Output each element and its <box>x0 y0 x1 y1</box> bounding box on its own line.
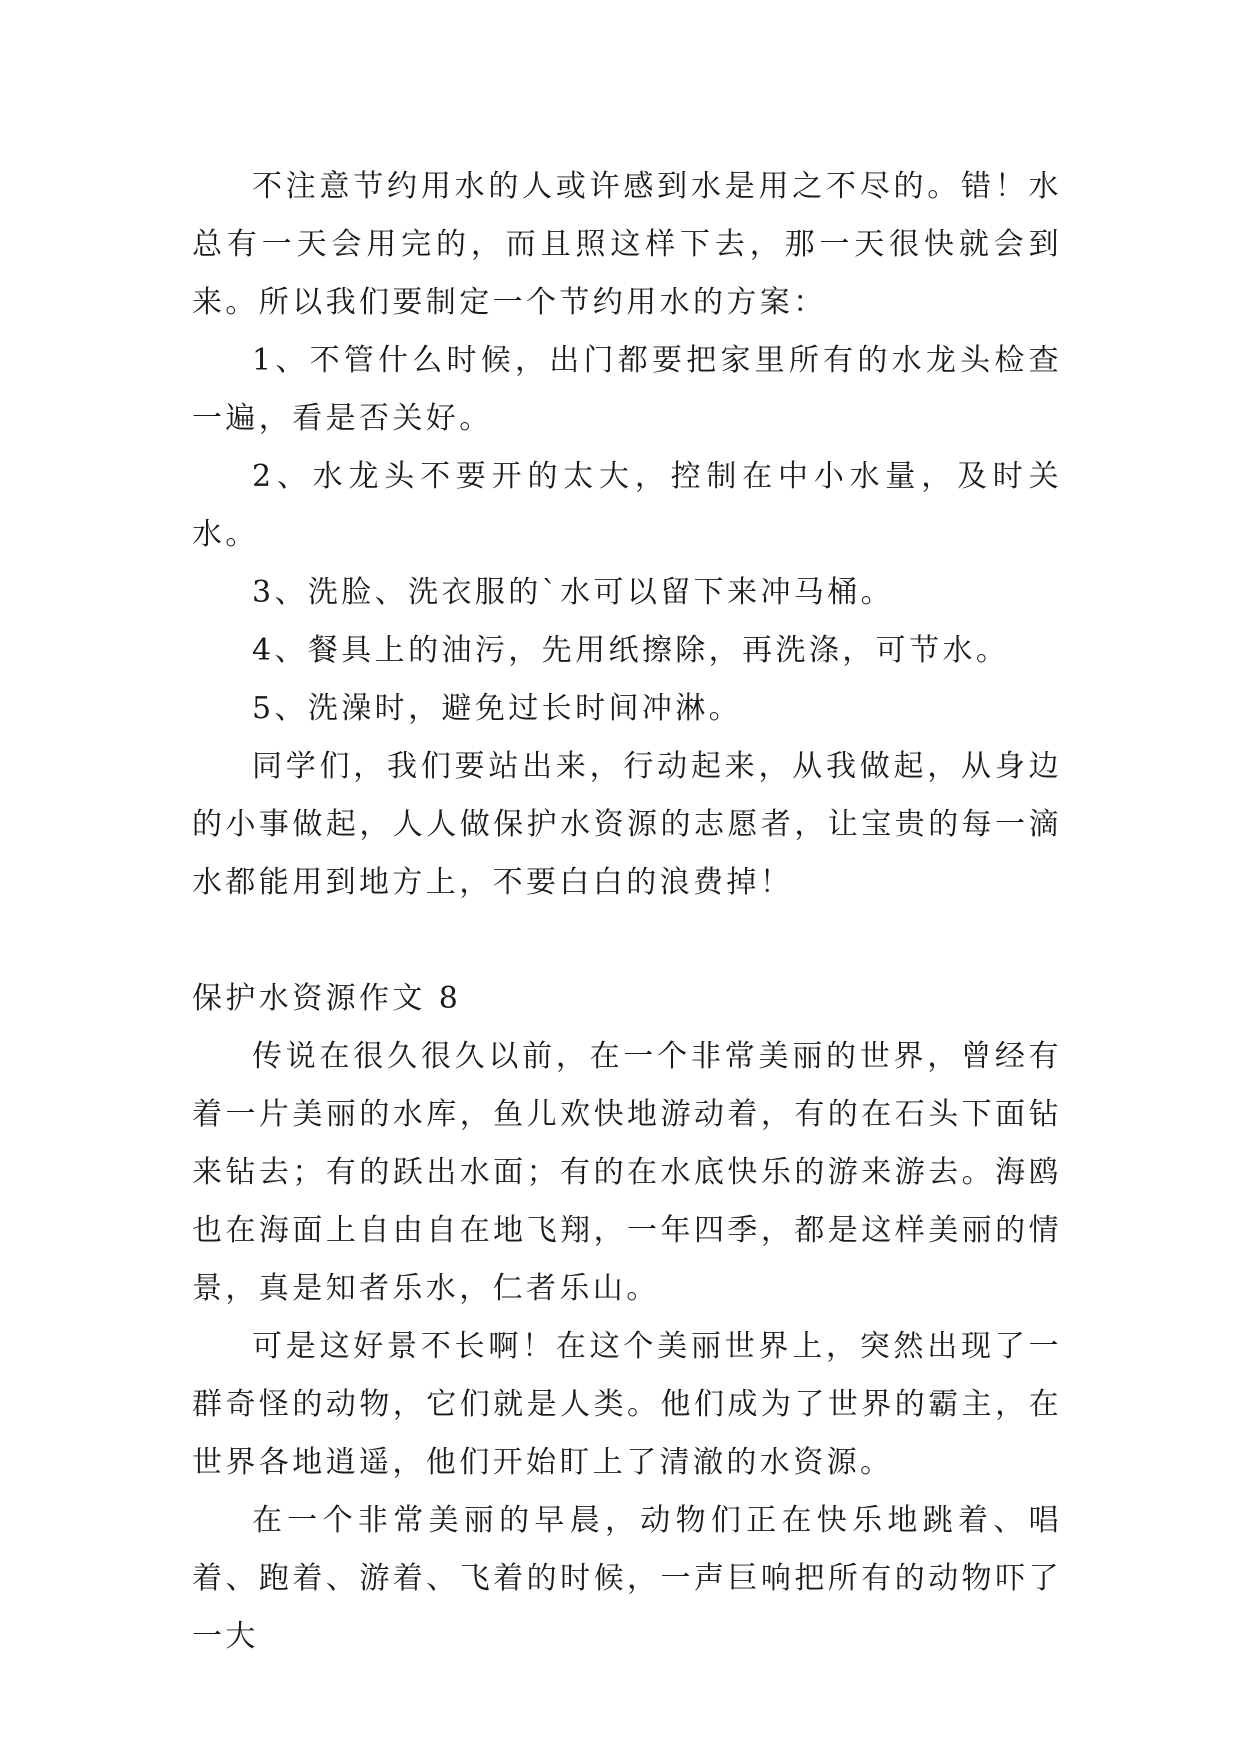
list-item: 1、不管什么时候，出门都要把家里所有的水龙头检查一遍，看是否关好。 <box>192 343 1062 436</box>
paragraph: 在一个非常美丽的早晨，动物们正在快乐地跳着、唱着、跑着、游着、飞着的时候，一声巨响把所有的动物吓了一大 <box>192 1503 1062 1654</box>
list-item: 4、餐具上的油污，先用纸擦除，再洗涤，可节水。 <box>252 633 1010 668</box>
section-heading: 保护水资源作文 8 <box>192 981 462 1016</box>
list-item: 5、洗澡时，避免过长时间冲淋。 <box>252 691 743 726</box>
paragraph: 可是这好景不长啊！在这个美丽世界上，突然出现了一群奇怪的动物，它们就是人类。他们成为了世界的霸主，在世界各地逍遥，他们开始盯上了清澈的水资源。 <box>192 1329 1062 1480</box>
document-body <box>192 158 1062 1666</box>
paragraph: 同学们，我们要站出来，行动起来，从我做起，从身边的小事做起，人人做保护水资源的志愿者，让宝贵的每一滴水都能用到地方上，不要白白的浪费掉！ <box>192 749 1062 900</box>
section-spacer <box>192 912 1062 970</box>
list-item: 3、洗脸、洗衣服的`水可以留下来冲马桶。 <box>252 575 895 610</box>
paragraph: 传说在很久很久以前，在一个非常美丽的世界，曾经有着一片美丽的水库，鱼儿欢快地游动着，有的在石头下面钻来钻去；有的跃出水面；有的在水底快乐的游来游去。海鸥也在海面上自由自在地飞翔，一年四季，都是这样美丽的情景，真是知者乐水，仁者乐山。 <box>192 1039 1062 1306</box>
paragraph: 不注意节约用水的人或许感到水是用之不尽的。错！水总有一天会用完的，而且照这样下去，那一天很快就会到来。所以我们要制定一个节约用水的方案： <box>192 169 1062 320</box>
list-item: 2、水龙头不要开的太大，控制在中小水量，及时关水。 <box>192 459 1062 552</box>
